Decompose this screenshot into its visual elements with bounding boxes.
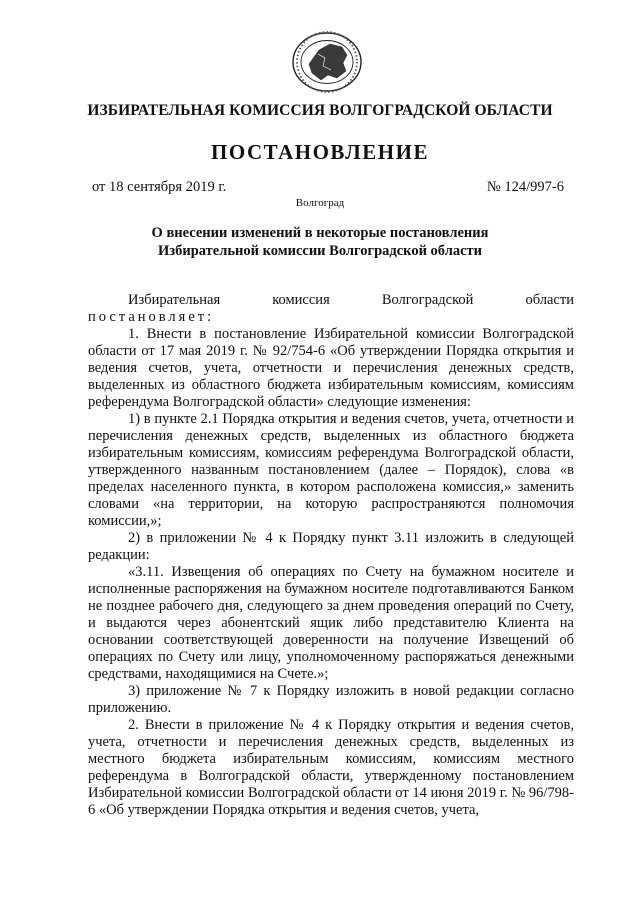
paragraph-1-item-2: 2) в приложении № 4 к Порядку пункт 3.11 изложить в следующей редакции: <box>88 530 574 563</box>
document-city: Волгоград <box>295 197 345 209</box>
document-subject <box>0 224 640 260</box>
document-type-title: ПОСТАНОВЛЕНИЕ <box>211 140 429 164</box>
preamble-word: Волгоградской <box>381 292 474 308</box>
paragraph-1-item-3: 3) приложение № 7 к Порядку изложить в новой редакции согласно приложению. <box>88 683 574 716</box>
resolves-word: постановляет: <box>88 309 215 325</box>
subject-line-1: О внесении изменений в некоторые постановления <box>151 225 489 241</box>
subject-line-2: Избирательной комиссии Волгоградской области <box>157 243 482 259</box>
preamble-word: Избирательная <box>128 292 221 308</box>
organization-title: ИЗБИРАТЕЛЬНАЯ КОМИССИЯ ВОЛГОГРАДСКОЙ ОБЛАСТИ <box>87 102 553 119</box>
paragraph-2: 2. Внести в приложение № 4 к Порядку открытия и ведения счетов, учета, отчетности и перечисления денежных средств, выделенных из местного бюджета избирательным комиссиям, комиссиям местного референдума в Волгоградской области, утвержденному постановлением Избирательной комиссии Волгоградской области от 14 июня 2019 г. № 96/798-6 «Об утверждении Порядка открытия и ведения счетов, учета, <box>88 717 574 818</box>
paragraph-1-item-2-quote: «3.11. Извещения об операциях по Счету на бумажном носителе и исполненные распоряжения на бумажном носителе подготавливаются Банком не позднее рабочего дня, следующего за днем проведения операций по Счету, и выдаются через абонентский ящик либо представителю Клиента на основании соответствующей доверенности на получение Извещений об операциях по Счету или лицу, уполномоченному распоряжаться денежными средствами, находящимися на Счете.»; <box>88 564 574 682</box>
document-number: № 124/997-6 <box>486 179 564 195</box>
document-date: от 18 сентября 2019 г. <box>92 179 227 195</box>
paragraph-1-item-1: 1) в пункте 2.1 Порядка открытия и ведения счетов, учета, отчетности и перечисления денежных средств, выделенных из областного бюджета избирательным комиссиям, комиссиям референдума Волгоградской области, утвержденного названным постановлением (далее – Порядок), слова «в пределах населенного пункта, в котором расположена комиссия,» заменить словами «на территории, на которую распространяются полномочия комиссии,»; <box>88 411 574 529</box>
preamble-word: комиссия <box>272 292 330 308</box>
preamble-word: области <box>525 292 574 308</box>
document-body <box>88 288 574 819</box>
paragraph-1: 1. Внести в постановление Избирательной комиссии Волгоградской области от 17 мая 2019 г. № 92/754-6 «Об утверждении Порядка открытия и ведения счетов, учета, отчетности и перечисления денежных средств, выделенных из областного бюджета избирательным комиссиям, комиссиям референдума Волгоградской области» следующие изменения: <box>88 326 574 410</box>
regional-emblem-icon <box>290 30 364 94</box>
preamble-line <box>88 292 574 309</box>
